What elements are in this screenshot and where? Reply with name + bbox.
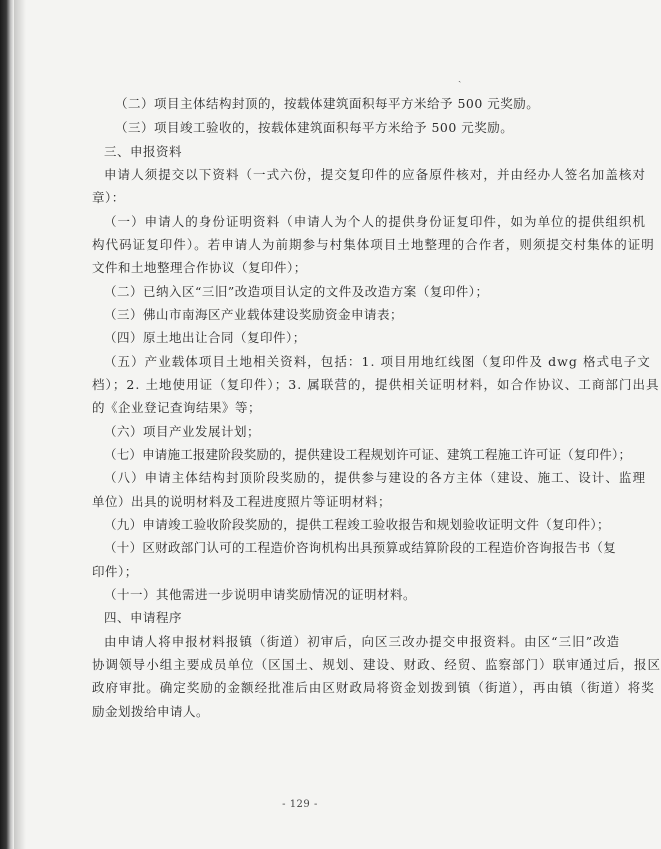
text-line: （一）申请人的身份证明资料（申请人为个人的提供身份证复印件，如为单位的提供组织机 [104, 214, 647, 229]
text-line: （八）申请主体结构封顶阶段奖励的，提供参与建设的各方主体（建设、施工、设计、监理 [104, 470, 647, 485]
scan-binding-edge [0, 0, 14, 849]
text-line: 由申请人将申报材料报镇（街道）初审后，向区三改办提交申报资料。由区“三旧”改造 [104, 634, 621, 649]
section-heading: 四、申请程序 [104, 610, 183, 625]
text-line: 协调领导小组主要成员单位（区国土、规划、建设、财政、经贸、监察部门）联审通过后，报区 [92, 657, 661, 672]
text-line: （六）项目产业发展计划； [104, 424, 261, 439]
text-line: 申请人须提交以下资料（一式六份，提交复印件的应备原件核对，并由经办人签名加盖核对 [104, 167, 647, 182]
stray-mark: ˏ [458, 72, 462, 83]
scan-binding-shadow [14, 0, 26, 849]
section-heading: 三、申报资料 [104, 144, 183, 159]
text-line: （七）申请施工报建阶段奖励的，提供建设工程规划许可证、建筑工程施工许可证（复印件）； [104, 447, 632, 462]
text-line: 单位）出具的说明材料及工程进度照片等证明材料； [92, 494, 392, 509]
text-line: 的《企业登记查询结果》等； [92, 400, 262, 415]
text-line: （十一）其他需进一步说明申请奖励情况的证明材料。 [104, 587, 417, 602]
text-line: （五）产业载体项目土地相关资料，包括：1. 项目用地红线图（复印件及 dwg 格式电子文 [104, 354, 651, 369]
text-line: 政府审批。确定奖励的金额经批准后由区财政局将资金划拨到镇（街道），再由镇（街道）将奖 [92, 680, 655, 695]
text-line: （三）项目竣工验收的，按载体建筑面积每平方米给予 500 元奖励。 [115, 120, 514, 135]
page-number: - 129 - [282, 799, 318, 810]
text-line: 印件）； [92, 564, 138, 579]
text-line: （九）申请竣工验收阶段奖励的，提供工程竣工验收报告和规划验收证明文件（复印件）； [104, 517, 610, 532]
text-line: 励金划拨给申请人。 [92, 704, 210, 719]
text-line: （二）项目主体结构封顶的，按载体建筑面积每平方米给予 500 元奖励。 [115, 96, 540, 111]
text-line: （十）区财政部门认可的工程造价咨询机构出具预算或结算阶段的工程造价咨询报告书（复 [104, 540, 617, 555]
text-line: 档）；2. 土地使用证（复印件）；3. 属联营的，提供相关证明材料，如合作协议、工商部门出具 [92, 377, 660, 392]
text-line: 章）： [92, 190, 125, 205]
text-line: 构代码证复印件）。若申请人为前期参与村集体项目土地整理的合作者，则须提交村集体的证明 [92, 237, 655, 252]
text-line: （三）佛山市南海区产业载体建设奖励资金申请表； [104, 307, 404, 322]
text-line: （二）已纳入区“三旧”改造项目认定的文件及改造方案（复印件）； [104, 284, 489, 299]
text-line: 文件和土地整理合作协议（复印件）； [92, 260, 307, 275]
text-line: （四）原土地出让合同（复印件）； [104, 330, 306, 345]
